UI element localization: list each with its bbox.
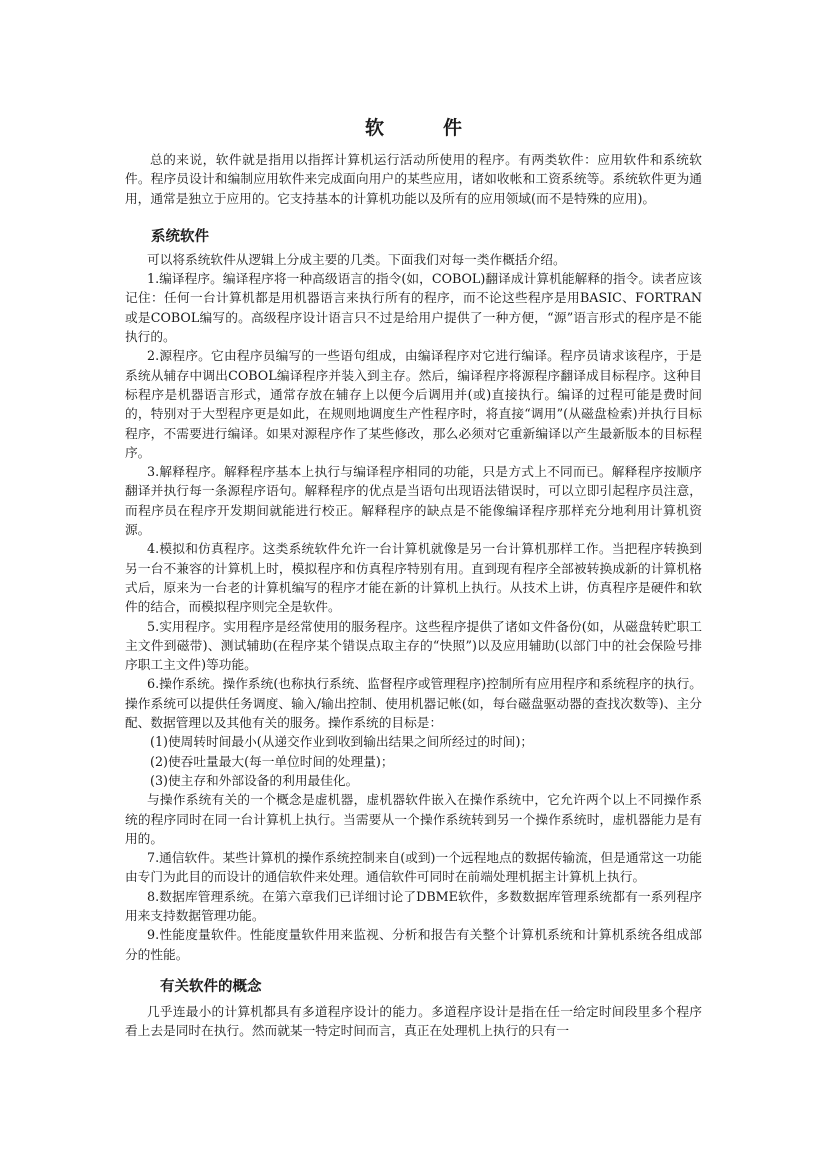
paragraph-emulation: 4.模拟和仿真程序。这类系统软件允许一台计算机就像是另一台计算机那样工作。当把程序转换到另一台不兼容的计算机上时，模拟程序和仿真程序特别有用。直到现有程序全部被转换成新的计算机格式后，原来为一台老的计算机编写的程序才能在新的计算机上执行。从技术上讲，仿真程序是硬件和软件的结合，而模拟程序则完全是软件。 [125, 541, 702, 615]
list-item: (2)使吞吐量最大(每一单位时间的处理量)； [150, 753, 394, 769]
paragraph-performance: 9.性能度量软件。性能度量软件用来监视、分析和报告有关整个计算机系统和计算机系统各组成部分的性能。 [125, 927, 702, 962]
paragraph-source-program: 2.源程序。它由程序员编写的一些语句组成，由编译程序对它进行编译。程序员请求该程序，于是系统从辅存中调出COBOL编译程序并装入到主存。然后，编译程序将源程序翻译成目标程序。这种目标程序是机器语言形式，通常存放在辅存上以便今后调用并(或)直接执行。编译的过程可能是费时间的，特别对于大型程序更是如此，在规则地调度生产性程序时，将直接“调用”(从磁盘检索)并执行目标程序，不需要进行编译。如果对源程序作了某些修改，那么必须对它重新编译以产生最新版本的目标程序。 [125, 348, 702, 460]
paragraph-dbms: 8.数据库管理系统。在第六章我们已详细讨论了DBME软件，多数数据库管理系统都有一系列程序用来支持数据管理功能。 [125, 888, 702, 923]
section-heading-software-concepts: 有关软件的概念 [160, 978, 262, 995]
document-body [125, 150, 702, 1040]
paragraph-interpreter: 3.解释程序。解释程序基本上执行与编译程序相同的功能，只是方式上不同而已。解释程序按顺序翻译并执行每一条源程序语句。解释程序的优点是当语句出现语法错误时，可以立即引起程序员注意，而程序员在程序开发期间就能进行校正。解释程序的缺点是不能像编译程序那样充分地利用计算机资源。 [125, 464, 702, 538]
page-title: 软 件 [364, 116, 482, 139]
paragraph-operating-system: 6.操作系统。操作系统(也称执行系统、监督程序或管理程序)控制所有应用程序和系统程序的执行。操作系统可以提供任务调度、输入/输出控制、使用机器记帐(如，每台磁盘驱动器的查找次数等)、主分配、数据管理以及其他有关的服务。操作系统的目标是： [125, 676, 702, 731]
paragraph-communication: 7.通信软件。某些计算机的操作系统控制来自(或到)一个远程地点的数据传输流，但是通常这一功能由专门为此目的而设计的通信软件来处理。通信软件可同时在前端处理机据主计算机上执行。 [125, 850, 702, 885]
paragraph-utility: 5.实用程序。实用程序是经常使用的服务程序。这些程序提供了诸如文件备份(如，从磁盘转贮职工主文件到磁带)、测试辅助(在程序某个错误点取主存的“快照”)以及应用辅助(以部门中的社会保险号排序职工主文件)等功能。 [125, 618, 702, 673]
section-heading-system-software: 系统软件 [151, 228, 209, 245]
list-item: (3)使主存和外部设备的利用最佳化。 [150, 772, 359, 788]
paragraph: 可以将系统软件从逻辑上分成主要的几类。下面我们对每一类作概括介绍。 [147, 251, 566, 267]
paragraph-virtual-machine: 与操作系统有关的一个概念是虚机器，虚机器软件嵌入在操作系统中，它允许两个以上不同操作系统的程序同时在同一台计算机上执行。当需要从一个操作系统转到另一个操作系统时，虚机器能力是有用的。 [125, 792, 702, 846]
paragraph-compiler: 1.编译程序。编译程序将一种高级语言的指令(如，COBOL)翻译成计算机能解释的指令。读者应该记住：任何一台计算机都是用机器语言来执行所有的程序，而不论这些程序是用BASIC、FORTRAN或是COBOL编写的。高级程序设计语言只不过是给用户提供了一种方便，“源”语言形式的程序是不能执行的。 [125, 271, 702, 345]
intro-paragraph: 总的来说，软件就是指用以指挥计算机运行活动所使用的程序。有两类软件：应用软件和系统软件。程序员设计和编制应用软件来完成面向用户的某些应用，诸如收帐和工资系统等。系统软件更为通用，通常是独立于应用的。它支持基本的计算机功能以及所有的应用领域(而不是特殊的应用)。 [125, 152, 702, 206]
list-item: (1)使周转时间最小(从递交作业到收到输出结果之间所经过的时间)； [150, 734, 534, 750]
paragraph-multiprogramming: 几乎连最小的计算机都具有多道程序设计的能力。多道程序设计是指在任一给定时间段里多个程序看上去是同时在执行。然而就某一特定时间而言，真正在处理机上执行的只有一 [125, 1003, 702, 1039]
